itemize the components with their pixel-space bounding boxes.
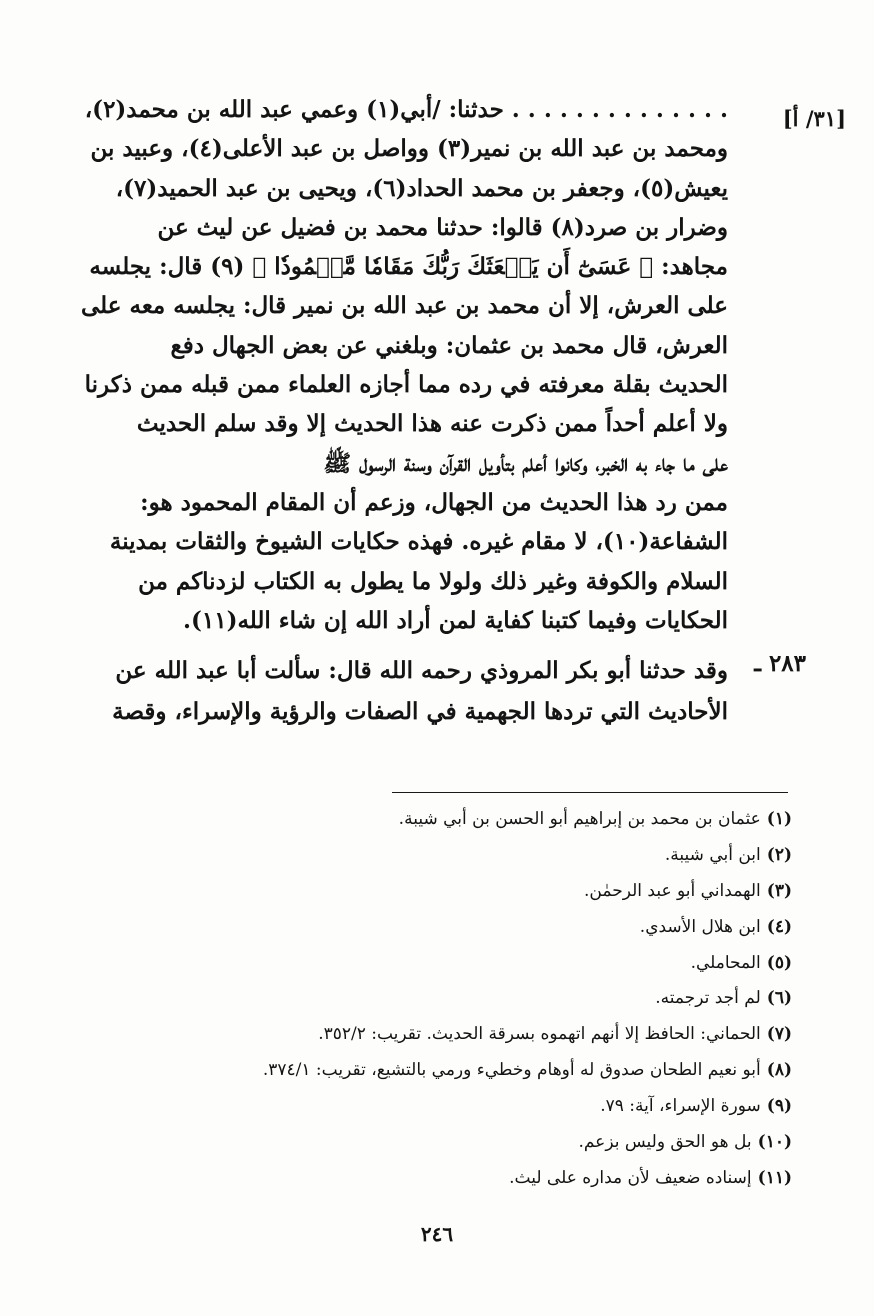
paragraph-283 [96,650,806,732]
text-line: ولا أعلم أحداً ممن ذكرت عنه هذا الحديث إلا وقد سلم الحديث [136,410,728,438]
footnote-item [172,802,792,838]
text-line-quran-verse: مجاهد: ﴿ عَسَىٰٓ أَن يَبۡعَثَكَ رَبُّكَ مَقَامٗا مَّحۡمُودٗا ﴾ (٩) قال: يجلسه [89,253,728,281]
footnote-number: (١١) [757,1167,792,1188]
footnote-text: أبو نعيم الطحان صدوق له أوهام وخطيء ورمي بالتشيع، تقريب: ٣٧٤/١. [262,1060,761,1081]
footnote-number: (٩) [766,1096,792,1117]
page-number: ٢٤٦ [420,1222,454,1246]
main-text-block [80,90,806,732]
footnote-text: إسناده ضعيف لأن مداره على ليث. [509,1167,752,1188]
text-line: الحديث بقلة معرفته في رده مما أجازه العلماء ممن قبله ممن ذكرنا [84,371,728,399]
footnote-text: بل هو الحق وليس بزعم. [578,1132,752,1153]
footnote-number: (٦) [766,988,792,1009]
manuscript-folio-reference: [٣١/ أ] [782,106,846,131]
footnote-item [172,1161,792,1197]
footnote-item [172,838,792,874]
footnote-text: الهمداني أبو عبد الرحمٰن. [584,880,761,901]
text-line: الحكايات وفيما كتبنا كفاية لمن أراد الله إن شاء الله(١١). [182,606,728,634]
text-line: السلام والكوفة وغير ذلك ولولا ما يطول به الكتاب لزدناكم من [138,567,728,595]
footnote-item [172,1125,792,1161]
text-line: على ما جاء به الخبر، وكانوا أعلم بتأويل القرآن وسنة الرسول ﷺ [323,449,728,477]
paragraph-number: ٢٨٣ ـ [754,650,806,678]
footnote-text: لم أجد ترجمته. [655,988,761,1009]
text-line: ممن رد هذا الحديث من الجهال، وزعم أن المقام المحمود هو: [140,488,728,516]
footnote-item [172,1017,792,1053]
footnote-separator-rule [392,792,788,793]
footnote-number: (٧) [766,1024,792,1045]
footnote-item [172,874,792,910]
footnote-number: (١٠) [757,1132,792,1153]
footnote-text: ابن أبي شيبة. [664,844,761,865]
footnote-text: عثمان بن محمد بن إبراهيم أبو الحسن بن أبي شيبة. [398,809,761,829]
footnote-number: (٤) [766,916,792,937]
footnote-number: (٣) [766,880,792,901]
text-line: الأحاديث التي تردها الجهمية في الصفات والرؤية والإسراء، وقصة [112,698,728,726]
footnote-item [172,1089,792,1125]
footnote-number: (١) [766,809,792,829]
footnote-text: سورة الإسراء، آية: ٧٩. [600,1096,761,1117]
footnote-number: (٥) [766,952,792,973]
footnote-text: ابن هلال الأسدي. [639,916,761,937]
footnote-number: (٢) [766,844,792,865]
footnote-text: الحماني: الحافظ إلا أنهم اتهموه بسرقة الحديث. تقريب: ٣٥٢/٢. [318,1024,761,1045]
text-line: ومحمد بن عبد الله بن نمير(٣) وواصل بن عبد الأعلى(٤)، وعبيد بن [90,135,728,163]
footnote-number: (٨) [766,1060,792,1081]
footnote-item [172,981,792,1017]
text-line: العرش، قال محمد بن عثمان: وبلغني عن بعض الجهال دفع [170,331,728,359]
footnote-item [172,946,792,982]
text-line: وضرار بن صرد(٨) قالوا: حدثنا محمد بن فضيل عن ليث عن [157,213,728,241]
text-line: الشفاعة(١٠)، لا مقام غيره. فهذه حكايات الشيوخ والثقات بمدينة [109,528,728,556]
footnotes-block [172,802,792,1197]
footnote-text: المحاملي. [690,952,761,973]
text-line: وقد حدثنا أبو بكر المروذي رحمه الله قال: سألت أبا عبد الله عن [115,657,728,685]
footnote-item [172,910,792,946]
text-line: يعيش(٥)، وجعفر بن محمد الحداد(٦)، ويحيى بن عبد الحميد(٧)، [115,174,728,202]
text-line: على العرش، إلا أن محمد بن عبد الله بن نمير قال: يجلسه معه على [80,292,728,320]
text-line: . . . . . . . . . . . . . . حدثنا: /أبي(١) وعمي عبد الله بن محمد(٢)، [84,96,728,123]
footnote-item [172,1053,792,1089]
